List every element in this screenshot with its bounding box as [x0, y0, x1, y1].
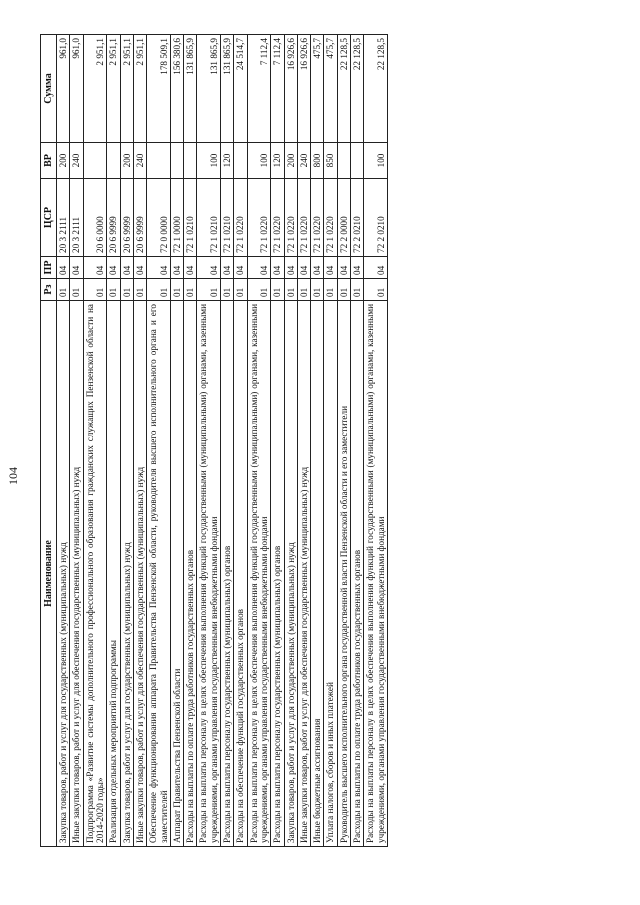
cell-sum: 131 865,9 — [184, 35, 197, 143]
cell-pr: 04 — [234, 257, 247, 279]
cell-vr: 100 — [364, 143, 388, 179]
cell-sum: 22 128,5 — [337, 35, 350, 143]
cell-rz: 01 — [311, 279, 324, 301]
cell-sum: 2 951,1 — [107, 35, 120, 143]
cell-name: Обеспечение функционирования аппарата Правительства Пензенской области, руководителя высшего исполнительного органа и его заместителей — [147, 301, 171, 847]
cell-sum: 961,0 — [57, 35, 70, 143]
cell-name: Расходы на выплаты персоналу государственных (муниципальных) органов — [221, 301, 234, 847]
cell-sum: 961,0 — [70, 35, 83, 143]
cell-csr: 20 3 2111 — [70, 179, 83, 257]
cell-rz: 01 — [324, 279, 337, 301]
cell-pr: 04 — [337, 257, 350, 279]
cell-vr: 850 — [324, 143, 337, 179]
cell-vr: 200 — [57, 143, 70, 179]
cell-csr: 72 1 0220 — [247, 179, 271, 257]
table-row — [311, 35, 324, 847]
table-row — [170, 35, 183, 847]
cell-sum: 131 865,9 — [197, 35, 221, 143]
table-row — [184, 35, 197, 847]
cell-rz: 01 — [221, 279, 234, 301]
cell-pr: 04 — [120, 257, 133, 279]
cell-pr: 04 — [133, 257, 146, 279]
cell-name: Иные закупки товаров, работ и услуг для обеспечения государственных (муниципальных) нужд — [133, 301, 146, 847]
cell-csr: 72 1 0220 — [297, 179, 310, 257]
cell-vr: 240 — [297, 143, 310, 179]
cell-vr — [170, 143, 183, 179]
header-csr: ЦСР — [41, 179, 57, 257]
cell-vr: 200 — [284, 143, 297, 179]
cell-sum: 24 514,7 — [234, 35, 247, 143]
cell-sum: 16 926,6 — [284, 35, 297, 143]
cell-sum: 2 951,1 — [120, 35, 133, 143]
cell-name: Иные бюджетные ассигнования — [311, 301, 324, 847]
cell-sum: 22 128,5 — [364, 35, 388, 143]
cell-pr: 04 — [70, 257, 83, 279]
cell-pr: 04 — [364, 257, 388, 279]
cell-csr: 20 6 0000 — [83, 179, 107, 257]
cell-csr: 20 6 9999 — [133, 179, 146, 257]
table-row — [83, 35, 107, 847]
cell-pr: 04 — [311, 257, 324, 279]
cell-csr: 72 1 0210 — [221, 179, 234, 257]
table-row — [107, 35, 120, 847]
cell-rz: 01 — [271, 279, 284, 301]
cell-name: Расходы на выплаты персоналу в целях обеспечения выполнения функций государственными (муниципальными) органами, казенными учреждениями, органами управления государственными внебюджетными фондами — [247, 301, 271, 847]
cell-sum: 2 951,1 — [133, 35, 146, 143]
cell-vr: 120 — [221, 143, 234, 179]
cell-csr: 20 6 9999 — [120, 179, 133, 257]
cell-pr: 04 — [247, 257, 271, 279]
cell-vr: 100 — [197, 143, 221, 179]
cell-rz: 01 — [133, 279, 146, 301]
cell-name: Иные закупки товаров, работ и услуг для обеспечения государственных (муниципальных) нужд — [70, 301, 83, 847]
header-pr: ПР — [41, 257, 57, 279]
cell-sum: 7 112,4 — [271, 35, 284, 143]
table-row — [247, 35, 271, 847]
table-body — [57, 35, 388, 847]
cell-vr: 100 — [247, 143, 271, 179]
header-row — [41, 35, 57, 847]
cell-csr: 72 1 0210 — [184, 179, 197, 257]
cell-csr: 72 1 0220 — [234, 179, 247, 257]
cell-name: Расходы на выплаты по оплате труда работников государственных органов — [184, 301, 197, 847]
cell-pr: 04 — [297, 257, 310, 279]
cell-csr: 72 1 0220 — [324, 179, 337, 257]
cell-vr — [337, 143, 350, 179]
cell-pr: 04 — [324, 257, 337, 279]
cell-vr — [351, 143, 364, 179]
cell-vr: 200 — [120, 143, 133, 179]
table-row — [70, 35, 83, 847]
cell-sum: 156 380,6 — [170, 35, 183, 143]
cell-csr: 72 2 0000 — [337, 179, 350, 257]
cell-rz: 01 — [297, 279, 310, 301]
cell-vr: 800 — [311, 143, 324, 179]
cell-vr — [184, 143, 197, 179]
cell-name: Расходы на выплаты персоналу государственных (муниципальных) органов — [271, 301, 284, 847]
cell-rz: 01 — [351, 279, 364, 301]
cell-sum: 475,7 — [311, 35, 324, 143]
cell-rz: 01 — [184, 279, 197, 301]
table-row — [271, 35, 284, 847]
cell-vr — [107, 143, 120, 179]
cell-rz: 01 — [83, 279, 107, 301]
table-row — [234, 35, 247, 847]
cell-csr: 72 1 0220 — [284, 179, 297, 257]
cell-pr: 04 — [147, 257, 171, 279]
header-rz: Рз — [41, 279, 57, 301]
cell-name: Аппарат Правительства Пензенской области — [170, 301, 183, 847]
cell-name: Руководитель высшего исполнительного органа государственной власти Пензенской области и его заместители — [337, 301, 350, 847]
cell-csr: 72 2 0210 — [351, 179, 364, 257]
cell-pr: 04 — [197, 257, 221, 279]
cell-csr: 20 6 9999 — [107, 179, 120, 257]
cell-rz: 01 — [364, 279, 388, 301]
cell-name: Закупка товаров, работ и услуг для государственных (муниципальных) нужд — [284, 301, 297, 847]
budget-table — [40, 34, 388, 847]
cell-rz: 01 — [70, 279, 83, 301]
cell-sum: 178 509,1 — [147, 35, 171, 143]
table-row — [337, 35, 350, 847]
header-name: Наименование — [41, 301, 57, 847]
cell-vr — [83, 143, 107, 179]
cell-name: Расходы на выплаты персоналу в целях обеспечения выполнения функций государственными (муниципальными) органами, казенными учреждениями, органами управления государственными внебюджетными фондами — [197, 301, 221, 847]
cell-vr — [234, 143, 247, 179]
cell-rz: 01 — [107, 279, 120, 301]
cell-name: Расходы на выплаты персоналу в целях обеспечения выполнения функций государственными (муниципальными) органами, казенными учреждениями, органами управления государственными внебюджетными фондами — [364, 301, 388, 847]
header-sum: Сумма — [41, 35, 57, 143]
cell-csr: 72 2 0210 — [364, 179, 388, 257]
cell-csr: 72 1 0000 — [170, 179, 183, 257]
cell-rz: 01 — [147, 279, 171, 301]
cell-name: Подпрограмма «Развитие системы дополнительного профессионального образования гражданских служащих Пензенской области на 2014-2020 годы» — [83, 301, 107, 847]
cell-csr: 72 1 0220 — [311, 179, 324, 257]
cell-sum: 22 128,5 — [351, 35, 364, 143]
cell-vr — [147, 143, 171, 179]
cell-csr: 72 1 0210 — [197, 179, 221, 257]
cell-name: Реализация отдельных мероприятий подпрограммы — [107, 301, 120, 847]
cell-pr: 04 — [271, 257, 284, 279]
table-row — [364, 35, 388, 847]
cell-name: Закупка товаров, работ и услуг для государственных (муниципальных) нужд — [57, 301, 70, 847]
table-row — [197, 35, 221, 847]
cell-rz: 01 — [337, 279, 350, 301]
page-number: 104 — [6, 467, 20, 485]
cell-sum: 475,7 — [324, 35, 337, 143]
cell-rz: 01 — [234, 279, 247, 301]
table-row — [351, 35, 364, 847]
cell-sum: 131 865,9 — [221, 35, 234, 143]
table-row — [324, 35, 337, 847]
cell-pr: 04 — [107, 257, 120, 279]
table-row — [147, 35, 171, 847]
table-row — [57, 35, 70, 847]
cell-name: Расходы на обеспечение функций государственных органов — [234, 301, 247, 847]
cell-rz: 01 — [170, 279, 183, 301]
cell-csr: 72 1 0220 — [271, 179, 284, 257]
cell-name: Закупка товаров, работ и услуг для государственных (муниципальных) нужд — [120, 301, 133, 847]
cell-rz: 01 — [247, 279, 271, 301]
cell-pr: 04 — [184, 257, 197, 279]
cell-rz: 01 — [120, 279, 133, 301]
cell-vr: 120 — [271, 143, 284, 179]
cell-csr: 20 3 2111 — [57, 179, 70, 257]
table-row — [120, 35, 133, 847]
cell-sum: 2 951,1 — [83, 35, 107, 143]
cell-sum: 16 926,6 — [297, 35, 310, 143]
cell-sum: 7 112,4 — [247, 35, 271, 143]
cell-pr: 04 — [284, 257, 297, 279]
table-row — [297, 35, 310, 847]
cell-csr: 72 0 0000 — [147, 179, 171, 257]
cell-name: Расходы на выплаты по оплате труда работников государственных органов — [351, 301, 364, 847]
cell-pr: 04 — [57, 257, 70, 279]
cell-vr: 240 — [70, 143, 83, 179]
header-vr: ВР — [41, 143, 57, 179]
cell-vr: 240 — [133, 143, 146, 179]
table-row — [284, 35, 297, 847]
cell-pr: 04 — [83, 257, 107, 279]
cell-pr: 04 — [221, 257, 234, 279]
cell-rz: 01 — [197, 279, 221, 301]
table-row — [221, 35, 234, 847]
cell-rz: 01 — [284, 279, 297, 301]
cell-name: Уплата налогов, сборов и иных платежей — [324, 301, 337, 847]
cell-rz: 01 — [57, 279, 70, 301]
cell-pr: 04 — [351, 257, 364, 279]
cell-name: Иные закупки товаров, работ и услуг для обеспечения государственных (муниципальных) нужд — [297, 301, 310, 847]
table-row — [133, 35, 146, 847]
cell-pr: 04 — [170, 257, 183, 279]
